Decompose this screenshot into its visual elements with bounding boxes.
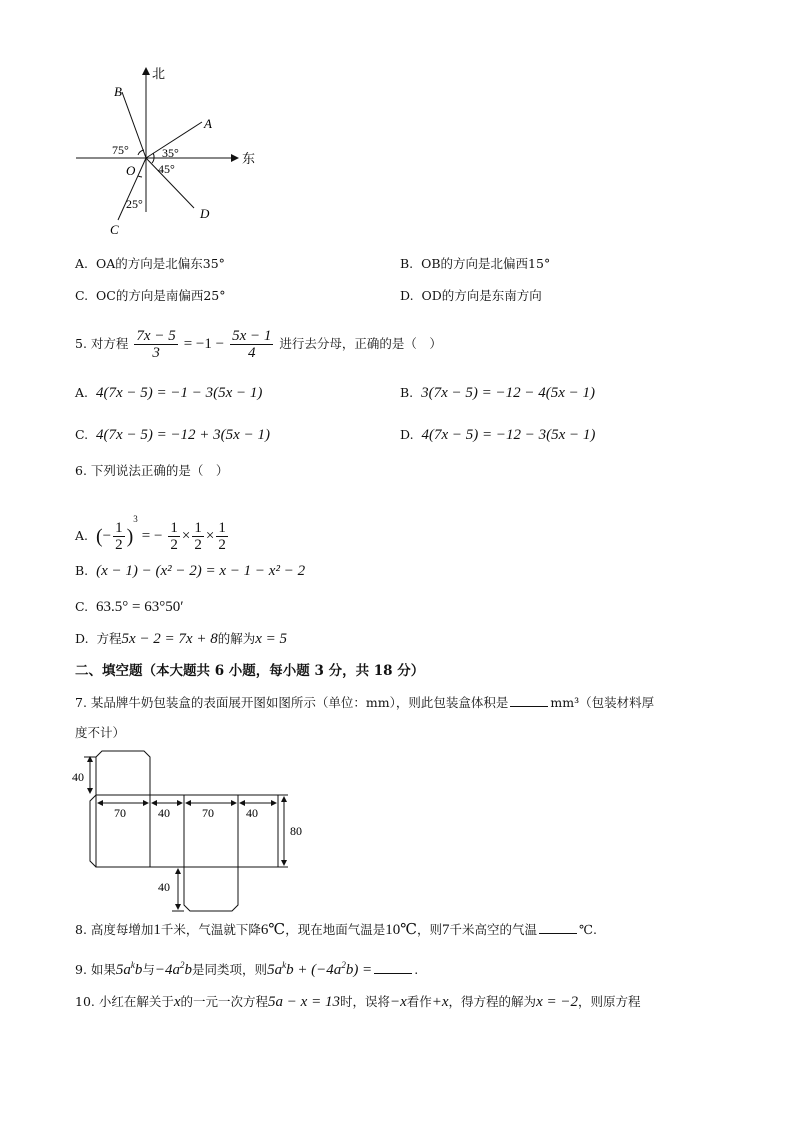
q5-option-b: B. 3(7x − 5) = −12 − 4(5x − 1) [400, 385, 596, 401]
point-a-label: A [204, 116, 212, 131]
q4-option-d: D. OD的方向是东南方向 [400, 288, 542, 303]
angle-75-label: 75° [112, 143, 129, 157]
q4-option-b: B. OB的方向是北偏西15° [400, 256, 551, 271]
angle-45-label: 45° [158, 162, 175, 176]
q6-option-a: A. (− $\frac{1}{2}$ )$^3$ = − $\frac{1}{2}$ × $\frac{1}{2}$ × $\frac{1}{2}$ [75, 514, 226, 554]
q8-stem: 8. 高度每增加1千米，气温就下降6℃，现在地面气温是10℃，则7千米高空的气温 ℃. [75, 922, 597, 938]
q5-stem: 5. 对方程 $\frac{7x - 5}{3}$ = −1 − $\frac{5x - 1}{4}$ 进行去分母，正确的是（ ） [75, 328, 442, 361]
q6-stem: 6. 下列说法正确的是（ ） [75, 463, 229, 478]
q7-line-2: 度不计） [75, 725, 126, 740]
compass-diagram [70, 62, 270, 242]
point-b-label: B [114, 84, 122, 99]
north-label: 北 [152, 66, 166, 81]
q9-stem: 9. 如果$5a^kb$与$-4a^2b$是同类项，则$5a^kb + (-4a^2b)$ = . [75, 960, 419, 978]
q6-option-d: D. 方程5x − 2 = 7x + 8的解为x = 5 [75, 631, 288, 647]
east-label: 东 [242, 151, 256, 166]
q5-option-d: D. 4(7x − 5) = −12 − 3(5x − 1) [400, 427, 596, 443]
dim-80-right: 80 [290, 824, 302, 838]
q4-option-c: C. OC的方向是南偏西25° [75, 288, 226, 303]
point-o-label: O [126, 163, 136, 178]
q10-stem: 10. 小红在解关于x的一元一次方程5a − x = 13时，误将−x看作+x，得方程的解为x = −2，则原方程 [75, 994, 641, 1010]
dim-40-bottom: 40 [158, 880, 170, 894]
q7-line-1: 7. 某品牌牛奶包装盒的表面展开图如图所示（单位：mm），则此包装盒体积是 mm³（包装材料厚 [75, 695, 655, 710]
q4-option-a: A. OA的方向是北偏东35° [75, 256, 225, 271]
box-net-diagram [70, 745, 310, 915]
point-c-label: C [110, 222, 119, 237]
dim-40-top: 40 [72, 770, 84, 784]
dim-70-first: 70 [114, 806, 126, 820]
q6-option-b: B. (x − 1) − (x² − 2) = x − 1 − x² − 2 [75, 563, 306, 579]
dim-40-second: 40 [158, 806, 170, 820]
dim-40-fourth: 40 [246, 806, 258, 820]
dim-70-third: 70 [202, 806, 214, 820]
q6-option-c: C. 63.5° = 63°50′ [75, 599, 184, 615]
angle-35-label: 35° [162, 146, 179, 160]
q5-option-a: A. 4(7x − 5) = −1 − 3(5x − 1) [75, 385, 263, 401]
q5-option-c: C. 4(7x − 5) = −12 + 3(5x − 1) [75, 427, 270, 443]
angle-25-label: 25° [126, 197, 143, 211]
section-2-title: 二、填空题（本大题共 6 小题，每小题 3 分，共 18 分） [75, 663, 425, 679]
point-d-label: D [200, 206, 210, 221]
